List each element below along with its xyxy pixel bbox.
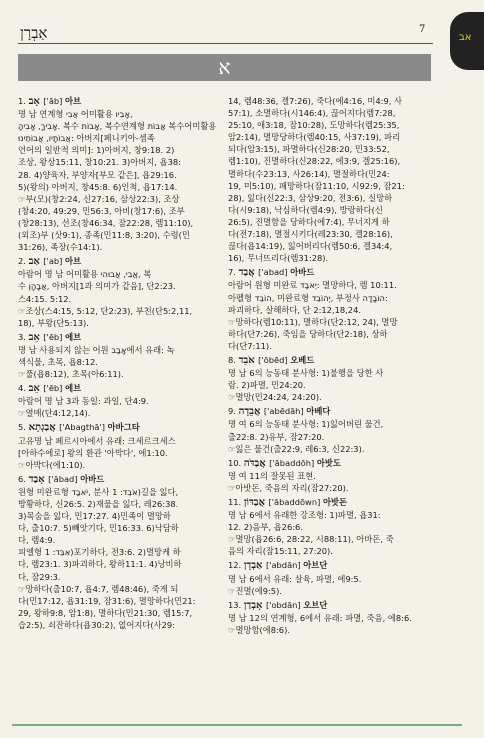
entry-number: 6. (18, 473, 29, 484)
entry-number: 5. (18, 422, 29, 433)
definition-line: 명 남 12의 연계형, 6에서 유래: 파멸, 죽음, 에8:6. (228, 612, 412, 623)
dictionary-entry (18, 421, 222, 470)
transliteration: ['ābad] (48, 473, 81, 484)
definition-line: 28. 4)양육자, 부양자[부모 같은], 욥29:16. (18, 169, 177, 180)
definition-line: ☞망하다(렘10:11), 멸하다(단2:12, 24), 멸망 (228, 316, 398, 327)
dictionary-entry (18, 473, 222, 631)
korean-reading: 아브단 (303, 560, 328, 571)
dictionary-entry (228, 559, 432, 596)
dictionary-entry (228, 599, 432, 636)
transliteration: ['āb] (43, 96, 66, 106)
entry-headword-line (18, 421, 222, 434)
definition-line: 출22:8. 2)유부, 잠27:20. (228, 431, 325, 442)
definition-line: 명 남 6의 능동태 분사형: 1)불행을 당한 사 (228, 368, 384, 379)
definition-line: ☞부(모)(창2:24, 신27:16, 삼상22:3), 조상 (18, 193, 180, 204)
entry-headword-line (18, 255, 222, 268)
hebrew-headword: אֵב (28, 331, 44, 343)
transliteration: ['ăbaddōh] (269, 457, 317, 468)
korean-reading: 아바드 (290, 267, 315, 278)
definition-line: 3)목숨을 잃다, 민17:27. 4)민족이 멸망하 (18, 511, 171, 522)
entry-headword-line (228, 405, 432, 418)
definition-line: 28), 잃다(신22:3, 삼상9:20, 전3:6), 실망하 (228, 192, 393, 203)
definition-line: 26:5), 진멸함을 당하다(에7:4), 무너지게 하 (228, 216, 390, 227)
definition-line: 아펠형 הוֹבֵד, 미완료형 יְהוֹבֵד, 부정사 הוֹבָדָה: (228, 292, 388, 303)
korean-reading: 오베드 (290, 354, 315, 365)
definition-line: 14, 렘48:36, 겔7:26), 죽다(에4:16, 미4:9, 사 (228, 96, 403, 106)
definition-line: 다(시9:18), 낙심하다(렘4:9), 방랑하다(신 (228, 204, 383, 215)
entry-headword-line (228, 559, 432, 572)
korean-reading: 에브 (65, 383, 82, 394)
korean-reading: 아밧도 (316, 457, 341, 468)
transliteration: ['ōbēd] (258, 354, 291, 365)
entry-headword-line (228, 266, 432, 279)
right-column (228, 95, 432, 638)
korean-reading: 아바드 (80, 473, 105, 484)
entry-number: 3. (18, 331, 29, 342)
hebrew-headword: אָבַד (28, 473, 49, 485)
korean-reading: 아밧돈 (322, 497, 348, 507)
definition-line: 방황하다, 신26:5. 2)재물을 잃다, 레26:38. (18, 499, 179, 509)
hebrew-headword: אֲבֵדָה (238, 406, 264, 418)
definition-line: 다, 잠29:3. (18, 571, 61, 582)
entry-headword-line (18, 382, 222, 395)
definition-line: 아람어 명 남 어미활용 אֲבִי, אֲבוּהִי, 복 (18, 269, 152, 280)
running-head-word: אַבְרָן (20, 24, 48, 42)
definition-line: 19, 미5:10), 패망하다(잠11:10, 시92:9, 잠21: (228, 180, 405, 191)
entry-headword-line (228, 354, 432, 367)
entry-number: 4. (18, 383, 29, 394)
entry-number: 9. (228, 406, 239, 417)
definition-line: ☞잃은 물건(출22:9, 레6:3, 신22:3). (228, 443, 365, 454)
korean-reading: 에브 (65, 331, 82, 342)
definition-line: (창28:13), 선조(창46:34, 잠22:28, 렘11:10), (18, 217, 194, 228)
transliteration: ['ēb] (43, 331, 66, 342)
korean-reading: 아브 (65, 256, 82, 267)
entry-number: 13. (228, 599, 244, 610)
definition-line: ☞아밧돈, 죽음의 자리(잠27:20). (228, 482, 349, 493)
korean-reading: 아브 (65, 96, 82, 106)
definition-line: 아람어 명 남 3과 동일: 과일, 단4:9. (18, 396, 149, 407)
header-rule (18, 43, 433, 44)
transliteration: ['ēb] (43, 383, 66, 394)
transliteration: ['abad] (258, 267, 291, 278)
transliteration: ['abēdāh] (263, 406, 307, 417)
entry-number: 12. (228, 560, 244, 571)
entry-number: 10. (228, 457, 244, 468)
definition-line: אָבִיךָ, אָבִיהָ. 복수 אָבוֹת, 복수연계형 אֲבוֹת 복수어미활용 (18, 121, 217, 132)
transliteration: ['ab] (43, 256, 66, 267)
entry-headword-line (18, 473, 222, 486)
definition-line: (외조)부 (삿9:1), 종족(민11:8, 3:20), 수령(민 (18, 230, 190, 241)
definition-line: 12. 2)음부, 욥26:6. (228, 522, 303, 533)
entry-headword-line (18, 331, 222, 344)
definition-line: 18), 부왕(단5:13). (18, 317, 89, 328)
hebrew-headword: אַבְדָן (243, 560, 266, 572)
korean-reading: 아바그타 (107, 422, 140, 433)
definition-line: 파괴하다, 살해하다, 단 2:12,18,24. (228, 304, 361, 315)
definition-line: ☞진멸(에9:5). (228, 585, 282, 596)
definition-line: 다(전7:18), 멸절시키다(레23:30, 겔28:16), (228, 229, 393, 240)
definition-line: 스4:15. 5:12. (18, 293, 72, 304)
definition-line: 명 남 6에서 유래한 강조형: 1)파멸, 욥31: (228, 510, 381, 521)
thumb-index-tab[interactable] (450, 12, 484, 70)
hebrew-headword: אֲבַדּוֹן (243, 497, 269, 508)
definition-line: 명 여 11의 잘못된 표현. (228, 470, 316, 481)
definition-line: 되다(암3:15), 파멸하다(신28:20, 민33:52, (228, 144, 390, 155)
definition-line: 명 남 6에서 유래: 살육, 파멸, 에9:5. (228, 573, 362, 584)
dictionary-entry (18, 382, 222, 419)
definition-line: ☞멸망(민24:24, 24:20). (228, 392, 322, 403)
definition-line: 명 여 6의 능동태 분사형: 1)잃어버린 물건, (228, 419, 384, 430)
definition-line: 고유명 남 페르시아에서 유래: 크세르크세스 (18, 435, 176, 446)
definition-line: 29, 왕하9:8, 암1:8), 멸하다(민21:30, 렘15:7, (18, 607, 193, 618)
entry-number: 11. (228, 497, 244, 507)
hebrew-headword: אֲבַד (238, 267, 259, 279)
entry-headword-line (18, 95, 222, 108)
definition-line: 원형 미완료형 יֹאבַד, 분사 אֹבֵד: 1)길을 잃다, (18, 486, 179, 497)
definition-line: 다(단7:11). (228, 340, 272, 351)
definition-line: 다, 출10:7. 5)빼앗기다, 민16:33. 6)낙담하 (18, 523, 179, 534)
definition-line: 수 אֲבָהָן, 아버지[1과 의미가 같음], 단2:23. (18, 281, 176, 292)
definition-line: 끊다(욥14:19), 잃어버리다(렘50:6, 겔34:4, (228, 241, 393, 252)
definition-line: 람. 2)파멸, 민24:20. (228, 380, 306, 391)
entry-headword-line (228, 496, 432, 509)
hebrew-headword: אַב (28, 256, 44, 268)
thumb-index-label: אב (459, 32, 472, 43)
entry-number: 2. (18, 256, 29, 267)
definition-line: 색식물, 초목, 욥8:12. (18, 356, 98, 367)
definition-line: 16), 무너뜨리다(렘31:28). (228, 253, 329, 264)
transliteration: ['obdān] (265, 599, 304, 610)
korean-reading: 오브단 (303, 599, 328, 610)
dictionary-entry (18, 331, 222, 380)
definition-line: 습2:5), 쇠잔하다(욥30:2), 없어지다(사29: (18, 619, 175, 630)
transliteration: ['ăbaddōwn] (268, 497, 323, 507)
dictionary-entry (228, 266, 432, 352)
dictionary-entry (228, 354, 432, 403)
definition-line: 명 남 연계형 אֲבִי 어미활용 אָבִיו, (18, 109, 133, 120)
definition-line: 피엘형 אִבֵּד: 1)포기하다, 전3:6. 2)멸망케 하 (18, 547, 181, 558)
definition-line: ☞망하다(출10:7, 욥4:7, 렘48:46), 죽게 되 (18, 583, 179, 594)
definition-line: ☞열매(단4:12,14). (18, 408, 91, 419)
definition-line: 암2:14), 멸망당하다(렘40:15, 사37:19), 파리 (228, 132, 401, 143)
section-letter-banner: א (18, 54, 431, 81)
definition-line: ☞조상(스4:15, 5:12, 단2:23), 부친(단5:2,11, (18, 305, 193, 316)
definition-line: ☞아박다(에1:10). (18, 459, 86, 470)
definition-line: 25:10, 애3:18, 잠10:28), 도망하다(렘25:35, (228, 120, 400, 131)
definition-line: 하다(단7:26), 죽임을 당하다(단2:18), 상하 (228, 328, 388, 339)
page-number: 7 (419, 24, 426, 35)
hebrew-headword: אֲבַדֹּה (243, 457, 270, 469)
definition-line: 멸하다(수23:13, 사26:14), 멸절하다(민24: (228, 168, 390, 179)
definition-line: 아람어 원형 미완료 יֵאבַד: 멸망하다, 렘 10:11. (228, 280, 397, 291)
footer-rule (12, 724, 462, 726)
dictionary-entry (228, 405, 432, 454)
definition-line: 31:26), 족장(수14:1). (18, 242, 103, 253)
dictionary-entry (228, 95, 432, 264)
entry-number: 1. (18, 96, 29, 106)
definition-line: 다, 렘4:9. (18, 535, 56, 546)
hebrew-headword: אֹבֵד (238, 354, 259, 366)
dictionary-entry (228, 496, 432, 557)
definition-line: 57:1), 소멸하다(시146:4), 끊어지다(렘7:28, (228, 108, 396, 119)
definition-line: 음의 자리(잠15:11, 27:20). (228, 546, 333, 557)
transliteration: ['Abagthā'] (59, 422, 108, 433)
definition-line: 언어의 일반적 의미]: 1)아버지, 창9:18. 2) (18, 145, 175, 156)
definition-line: ☞멸망함(에8:6). (228, 624, 290, 635)
definition-line: 5)(왕의) 아버지, 창45:8. 6)인척, 욥17:14. (18, 181, 178, 192)
hebrew-headword: אָב (28, 96, 44, 107)
dictionary-entry (18, 255, 222, 329)
definition-line: אֲבוֹתָיו, אֲבוֹתֵינוּ: 아버지[페니키아-셈족 (18, 133, 155, 144)
definition-line: 다(민17:12, 욥31:19, 잠31:6), 멸망하다(민21: (18, 595, 196, 606)
definition-line: [아하수에로] 왕의 환관 '아박다', 에1:10. (18, 447, 168, 458)
definition-line: ☞풀(욥8:12), 초목(아6:11). (18, 369, 124, 380)
korean-reading: 아베다 (306, 406, 331, 417)
definition-line: (창4:20, 49:29, 민56:3, 아비(창17:6), 조부 (18, 205, 185, 216)
hebrew-headword: אֵב (28, 383, 44, 395)
transliteration: ['abdān] (265, 560, 304, 571)
definition-line: 렘1:10), 진멸하다(신28:22, 에3:9, 겔25:16), (228, 156, 401, 167)
dictionary-entry (18, 95, 222, 253)
entry-number: 7. (228, 267, 239, 278)
entry-number: 8. (228, 354, 239, 365)
hebrew-headword: אֲבַגְתָא (28, 422, 60, 434)
entry-headword-line (228, 599, 432, 612)
dictionary-entry (228, 457, 432, 494)
definition-line: ☞멸망(욥26:6, 28:22, 시88:11), 아바돈, 죽 (228, 534, 394, 545)
definition-line: 명 남 사용되지 않는 어원 אָבַב에서 유래: 녹 (18, 344, 175, 355)
definition-line: 다, 렘23:1. 3)파괴하다, 왕하11:1. 4)낭비하 (18, 559, 182, 570)
entry-headword-line (228, 457, 432, 470)
hebrew-headword: אָבְדַן (243, 599, 266, 611)
left-column (18, 95, 222, 633)
definition-line: 조상, 왕상15:11, 창10:21. 3)아버지, 욥38: (18, 157, 181, 168)
